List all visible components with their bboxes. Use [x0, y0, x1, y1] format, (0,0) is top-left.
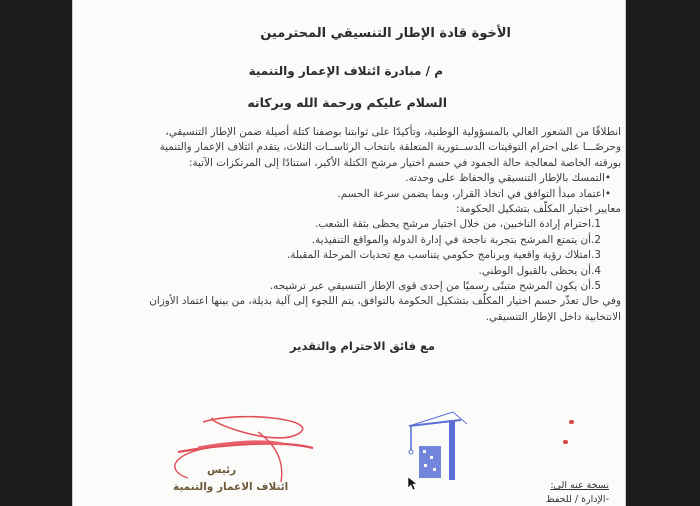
- principle-item: •التمسك بالإطار التنسيقي والحفاظ على وحدته.: [405, 172, 611, 185]
- fallback-line: الانتخابية داخل الإطار التنسيقي.: [485, 310, 621, 323]
- addressee: الأخوة قادة الإطار التنسيقي المحترمين: [260, 26, 511, 41]
- body-line: بورقته الخاصة لمعالجة حالة الجمود في حسم اختيار مرشح الكتلة الأكبر، استنادًا إلى المرتكزات الآتية:: [188, 156, 621, 169]
- copy-to-label: نسخة عنه الى:: [550, 480, 609, 491]
- crane-stamp-icon: [405, 410, 475, 480]
- document-page: [72, 0, 626, 506]
- signature-scribble-icon: [163, 410, 323, 490]
- signature-organization: ائتلاف الاعمار والتنمية: [173, 481, 289, 493]
- criteria-item: 1.احترام إرادة الناخبين، من خلال اختيار مرشح يحظى بثقة الشعب.: [315, 218, 601, 231]
- red-stamp-mark: [569, 420, 574, 424]
- letter-body: [72, 125, 621, 325]
- body-line: انطلاقًا من الشعور العالي بالمسؤولية الوطنية، وتأكيدًا على ثوابتنا بوصفنا كتلة أصيلة ضمن الإطار التنسيقي،: [165, 126, 621, 138]
- criteria-item: 3.امتلاك رؤية واقعية وبرنامج حكومي يتناسب مع تحديات المرحلة المقبلة.: [286, 249, 601, 262]
- principle-item: •اعتماد مبدأ التوافق في اتخاذ القرار، وبما يضمن سرعة الحسم.: [337, 187, 611, 200]
- mouse-cursor-icon: [408, 477, 418, 491]
- signature-role: رئيس: [207, 464, 237, 476]
- fallback-line: وفي حال تعذّر حسم اختيار المكلّف بتشكيل الحكومة بالتوافق، يتم اللجوء إلى آلية بديلة، من بينها اعتماد الأوزان: [149, 295, 621, 308]
- greeting: السلام عليكم ورحمة الله وبركاته: [247, 95, 447, 110]
- copy-to-item: -الإدارة / للحفظ: [545, 494, 609, 505]
- subject-line: م / مبادرة ائتلاف الإعمار والتنمية: [248, 64, 443, 78]
- criteria-item: 5.أن يكون المرشح متبنًى رسميًا من إحدى قوى الإطار التنسيقي عبر ترشيحه.: [269, 280, 601, 293]
- body-line: وحرصًـــا على احترام التوقيتات الدســتورية المتعلقة بانتخاب الرئاســات الثلاث، يتقدم ائتلاف الإعمار والتنمية: [159, 141, 621, 154]
- closing-line: مع فائق الاحترام والتقدير: [289, 339, 435, 353]
- criteria-heading: معايير اختيار المكلّف بتشكيل الحكومة:: [455, 203, 621, 216]
- criteria-item: 4.أن يحظى بالقبول الوطني.: [478, 264, 601, 277]
- criteria-item: 2.أن يتمتع المرشح بتجربة ناجحة في إدارة الدولة والمواقع التنفيذية.: [311, 233, 601, 246]
- red-stamp-mark: [563, 440, 568, 444]
